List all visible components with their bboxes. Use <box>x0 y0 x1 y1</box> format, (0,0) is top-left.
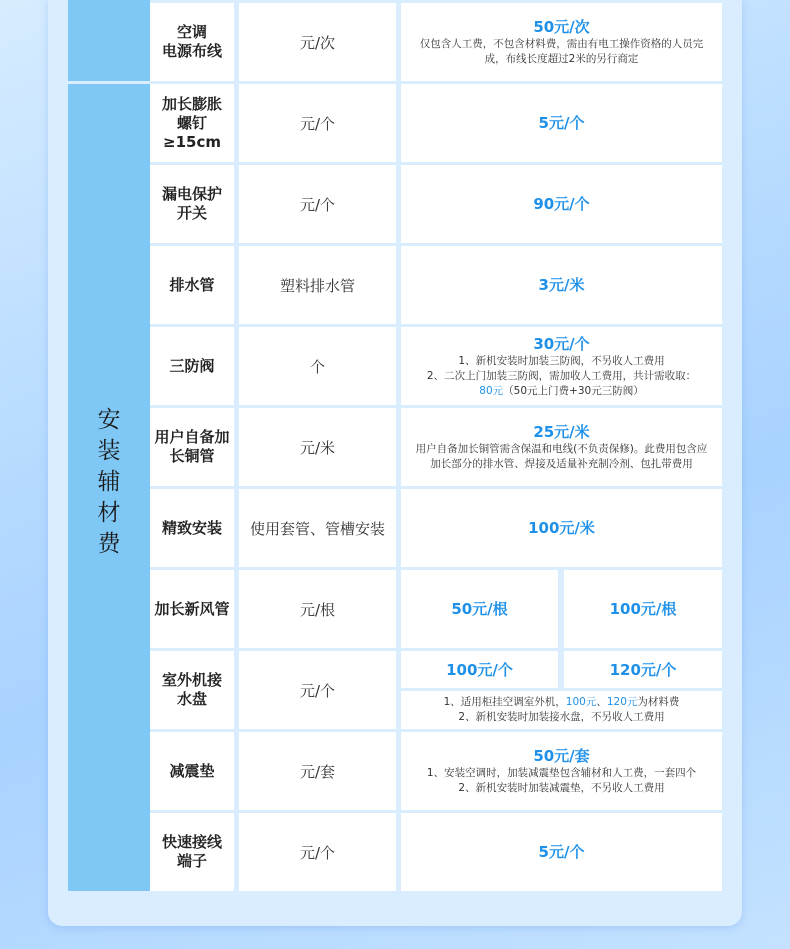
item-note: 2、新机安装时加装接水盘，不另收人工费用 <box>458 711 665 723</box>
item-price: 120元/个 <box>609 660 677 679</box>
item-price: 25元/米 <box>533 423 590 441</box>
item-unit: 使用套管、管槽安装 <box>239 489 396 567</box>
item-price: 50元/根 <box>451 600 508 618</box>
item-name: 排水管 <box>150 246 234 324</box>
item-name: 快速接线 端子 <box>150 813 234 891</box>
item-price: 100元/个 <box>446 660 513 679</box>
item-price-cell <box>401 84 722 162</box>
item-price-cell-b <box>564 651 722 688</box>
item-unit: 塑料排水管 <box>239 246 396 324</box>
item-name: 减震垫 <box>150 732 234 810</box>
item-price: 100元/米 <box>528 519 595 537</box>
item-unit: 元/套 <box>239 732 396 810</box>
item-unit: 元/米 <box>239 408 396 486</box>
category-cell-top <box>68 0 150 81</box>
item-unit: 元/次 <box>239 3 396 81</box>
item-price: 5元/个 <box>538 843 585 861</box>
item-name: 加长膨胀 螺钉≥15cm <box>150 84 234 162</box>
item-unit: 元/个 <box>239 651 396 729</box>
item-unit: 个 <box>239 327 396 405</box>
note-tail: （50元上门费+30元三防阀） <box>503 384 644 397</box>
item-price: 5元/个 <box>538 114 585 132</box>
item-unit: 元/根 <box>239 570 396 648</box>
item-price-cell <box>401 732 722 810</box>
item-price-cell-a <box>401 651 558 688</box>
item-unit: 元/个 <box>239 813 396 891</box>
item-name: 空调 电源布线 <box>150 3 234 81</box>
item-price: 3元/米 <box>538 276 585 294</box>
category-label: 安 装 辅 材 费 <box>97 407 121 557</box>
item-price-cell-b <box>564 570 722 648</box>
item-price: 90元/个 <box>533 195 590 213</box>
item-price: 30元/个 <box>533 334 590 353</box>
note-highlight: 80元 <box>479 384 504 397</box>
item-unit: 元/个 <box>239 84 396 162</box>
item-price: 50元/次 <box>533 18 590 36</box>
item-note: 1、新机安装时加装三防阀，不另收人工费用 <box>458 354 665 367</box>
item-price-cell <box>401 408 722 486</box>
item-note: 2、新机安装时加装减震垫，不另收人工费用 <box>458 782 665 794</box>
item-price: 50元/套 <box>533 747 590 765</box>
item-price-cell <box>401 327 722 405</box>
item-note: 用户自备加长铜管需含保温和电线(不负责保修)。此费用包含应加长部分的排水管、焊接及适量补充制冷剂、包扎带费用 <box>415 443 708 470</box>
item-note: 1、适用柜挂空调室外机，100元、120元为材料费 <box>443 696 680 708</box>
item-price: 100元/根 <box>609 600 677 618</box>
item-note: 1、安装空调时，加装减震垫包含辅材和人工费，一套四个 <box>426 767 697 779</box>
item-name: 漏电保护 开关 <box>150 165 234 243</box>
item-price-cell <box>401 165 722 243</box>
item-note-cell <box>401 691 722 729</box>
item-name: 室外机接 水盘 <box>150 651 234 729</box>
item-name: 加长新风管 <box>150 570 234 648</box>
item-price-cell <box>401 246 722 324</box>
item-note <box>479 384 643 399</box>
item-unit: 元/个 <box>239 165 396 243</box>
item-name: 三防阀 <box>150 327 234 405</box>
item-note: 2、二次上门加装三防阀，需加收人工费用，共计需收取： <box>426 369 697 382</box>
item-name: 精致安装 <box>150 489 234 567</box>
item-price-cell <box>401 3 722 81</box>
item-price-cell-a <box>401 570 558 648</box>
item-name: 用户自备加 长铜管 <box>150 408 234 486</box>
item-note: 仅包含人工费，不包含材料费，需由有电工操作资格的人员完成，布线长度超过2米的另行商定 <box>419 38 704 65</box>
item-price-cell <box>401 813 722 891</box>
item-price-cell <box>401 489 722 567</box>
